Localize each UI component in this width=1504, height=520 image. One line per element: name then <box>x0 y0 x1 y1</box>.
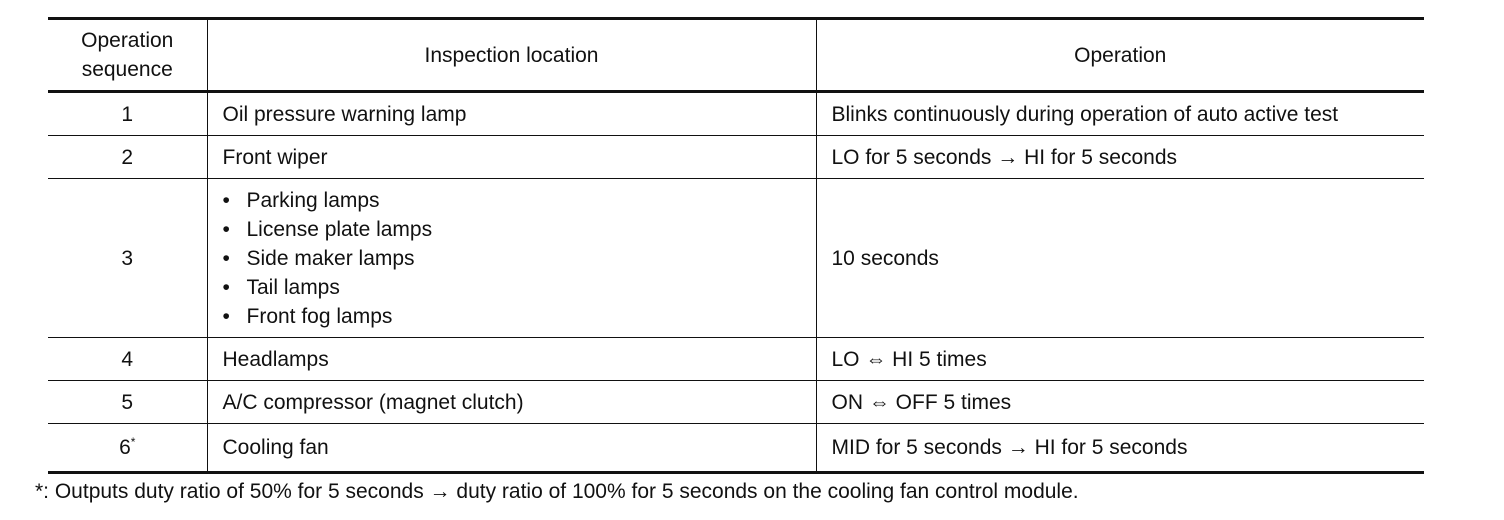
lamp-bullet-list <box>223 186 816 331</box>
row-location: Cooling fan <box>207 424 816 473</box>
list-item: • Front fog lamps <box>223 302 816 331</box>
list-item: • Parking lamps <box>223 186 816 215</box>
header-row <box>48 19 1424 92</box>
header-seq-line2: sequence <box>81 58 173 81</box>
table-row <box>48 92 1424 136</box>
table-row <box>48 338 1424 381</box>
row-operation: MID for 5 seconds → HI for 5 seconds <box>816 424 1424 473</box>
operation-table <box>48 17 1424 474</box>
table-row <box>48 179 1424 338</box>
row-operation: 10 seconds <box>816 179 1424 338</box>
row-operation: Blinks continuously during operation of auto active test <box>816 92 1424 136</box>
list-item: • Side maker lamps <box>223 244 816 273</box>
row-sequence: 5 <box>48 381 207 424</box>
row-sequence <box>48 424 207 473</box>
row-location-list <box>207 179 816 338</box>
row-sequence: 3 <box>48 179 207 338</box>
table-footnote: *: Outputs duty ratio of 50% for 5 seconds → duty ratio of 100% for 5 seconds on the cooling fan control module. <box>35 480 1079 503</box>
row-operation: ON ⇔ OFF 5 times <box>816 381 1424 424</box>
header-operation: Operation <box>816 19 1424 92</box>
row-location: Oil pressure warning lamp <box>207 92 816 136</box>
list-item: • Tail lamps <box>223 273 816 302</box>
list-item: • License plate lamps <box>223 215 816 244</box>
row-location: A/C compressor (magnet clutch) <box>207 381 816 424</box>
row-sequence-number: 6 <box>119 436 131 459</box>
row-operation: LO ⇔ HI 5 times <box>816 338 1424 381</box>
table-row <box>48 136 1424 179</box>
table-row <box>48 424 1424 473</box>
row-location: Headlamps <box>207 338 816 381</box>
header-inspection-location: Inspection location <box>207 19 816 92</box>
footnote-mark: * <box>130 435 136 449</box>
header-seq-line1: Operation <box>81 29 174 52</box>
row-location: Front wiper <box>207 136 816 179</box>
row-operation: LO for 5 seconds → HI for 5 seconds <box>816 136 1424 179</box>
header-operation-sequence <box>48 19 207 92</box>
row-sequence: 2 <box>48 136 207 179</box>
row-sequence: 4 <box>48 338 207 381</box>
row-sequence: 1 <box>48 92 207 136</box>
table-row <box>48 381 1424 424</box>
operation-table-container <box>48 17 1424 474</box>
